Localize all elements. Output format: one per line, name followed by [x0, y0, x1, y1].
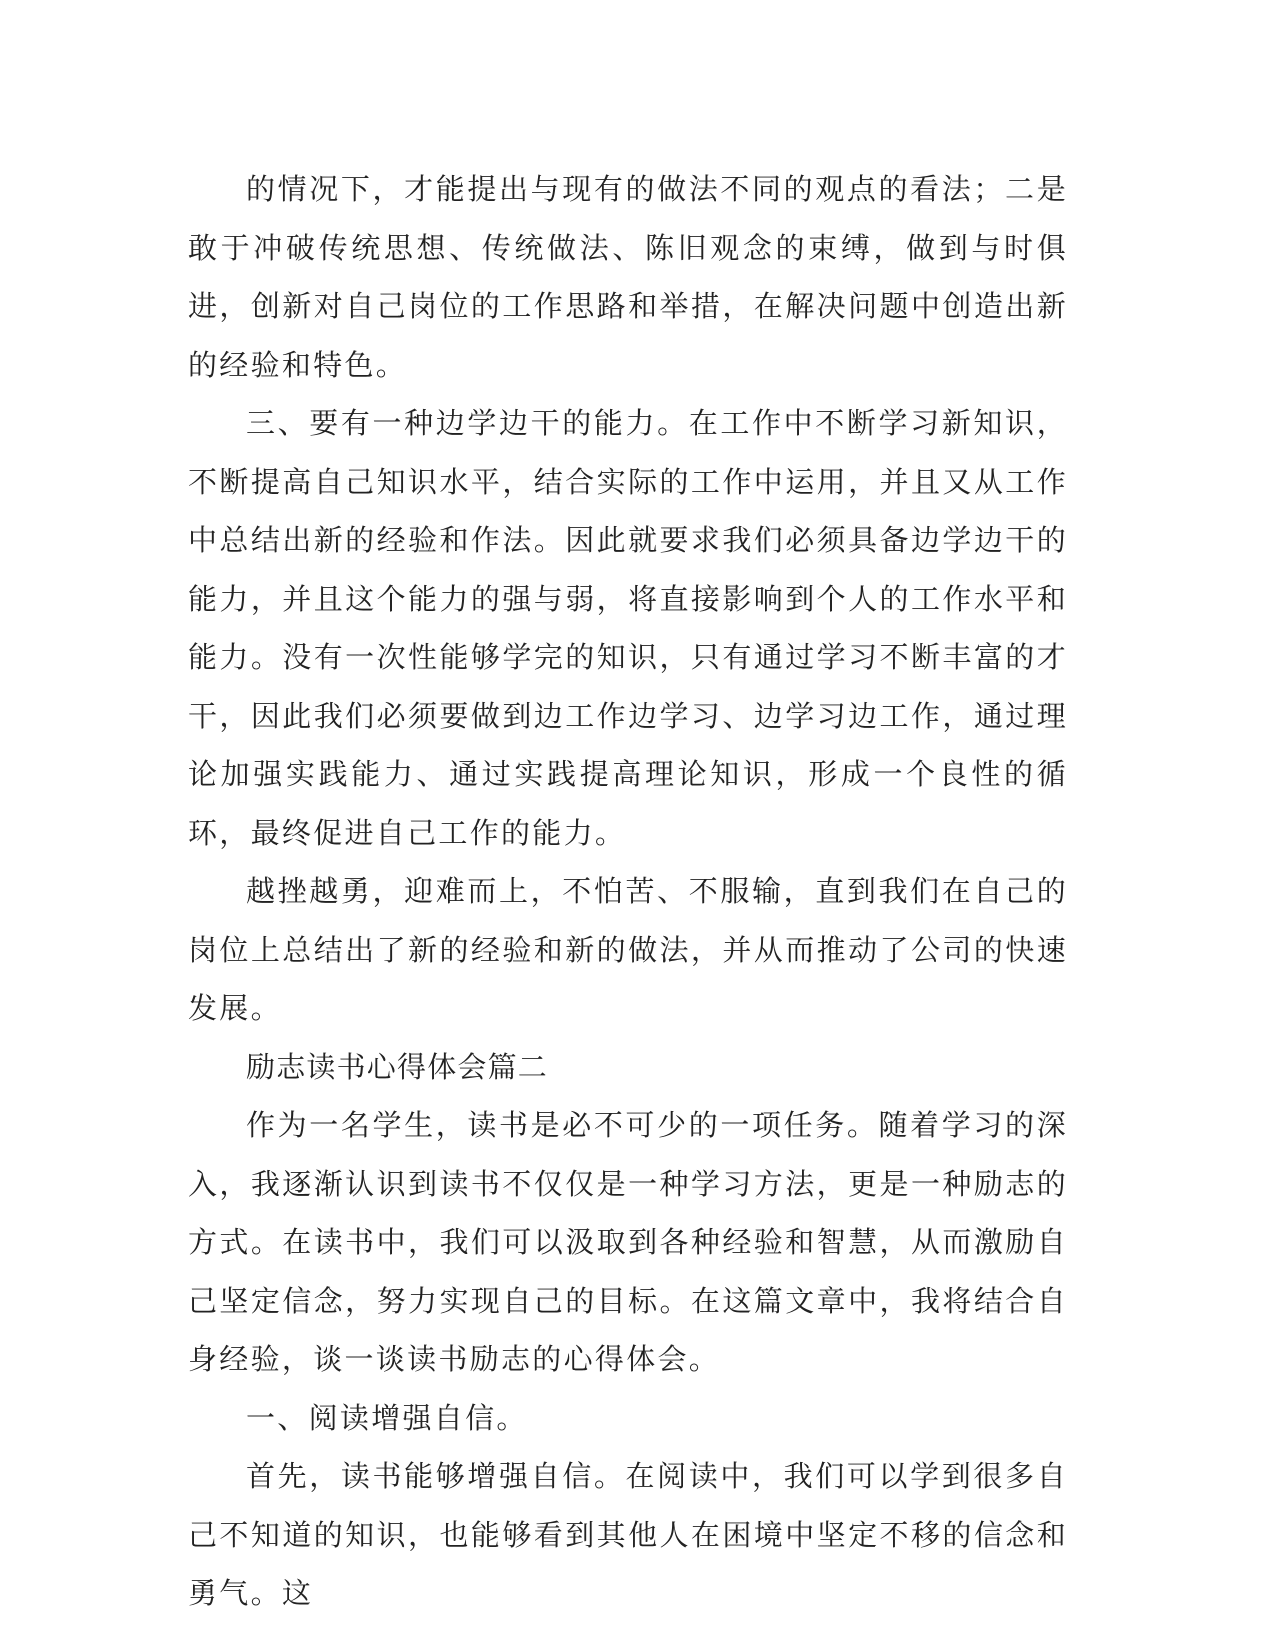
paragraph-point-one-title: 一、阅读增强自信。: [246, 1400, 528, 1435]
paragraph-perseverance: 越挫越勇，迎难而上，不怕苦、不服输，直到我们在自己的岗位上总结出了新的经验和新的做法，并从而推动了公司的快速发展。: [188, 874, 1068, 1025]
document-body: [188, 160, 1068, 1623]
section-heading: 励志读书心得体会篇二: [246, 1049, 549, 1084]
paragraph-confidence: 首先，读书能够增强自信。在阅读中，我们可以学到很多自己不知道的知识，也能够看到其他人在困境中坚定不移的信念和勇气。这: [188, 1459, 1068, 1610]
paragraph-continuation: 的情况下，才能提出与现有的做法不同的观点的看法；二是敢于冲破传统思想、传统做法、陈旧观念的束缚，做到与时俱进，创新对自己岗位的工作思路和举措，在解决问题中创造出新的经验和特色。: [188, 172, 1068, 382]
paragraph-intro: 作为一名学生，读书是必不可少的一项任务。随着学习的深入，我逐渐认识到读书不仅仅是一种学习方法，更是一种励志的方式。在读书中，我们可以汲取到各种经验和智慧，从而激励自己坚定信念，努力实现自己的目标。在这篇文章中，我将结合自身经验，谈一谈读书励志的心得体会。: [188, 1108, 1068, 1376]
paragraph-ability-learning: 三、要有一种边学边干的能力。在工作中不断学习新知识，不断提高自己知识水平，结合实际的工作中运用，并且又从工作中总结出新的经验和作法。因此就要求我们必须具备边学边干的能力，并且这个能力的强与弱，将直接影响到个人的工作水平和能力。没有一次性能够学完的知识，只有通过学习不断丰富的才干，因此我们必须要做到边工作边学习、边学习边工作，通过理论加强实践能力、通过实践提高理论知识，形成一个良性的循环，最终促进自己工作的能力。: [188, 406, 1068, 850]
